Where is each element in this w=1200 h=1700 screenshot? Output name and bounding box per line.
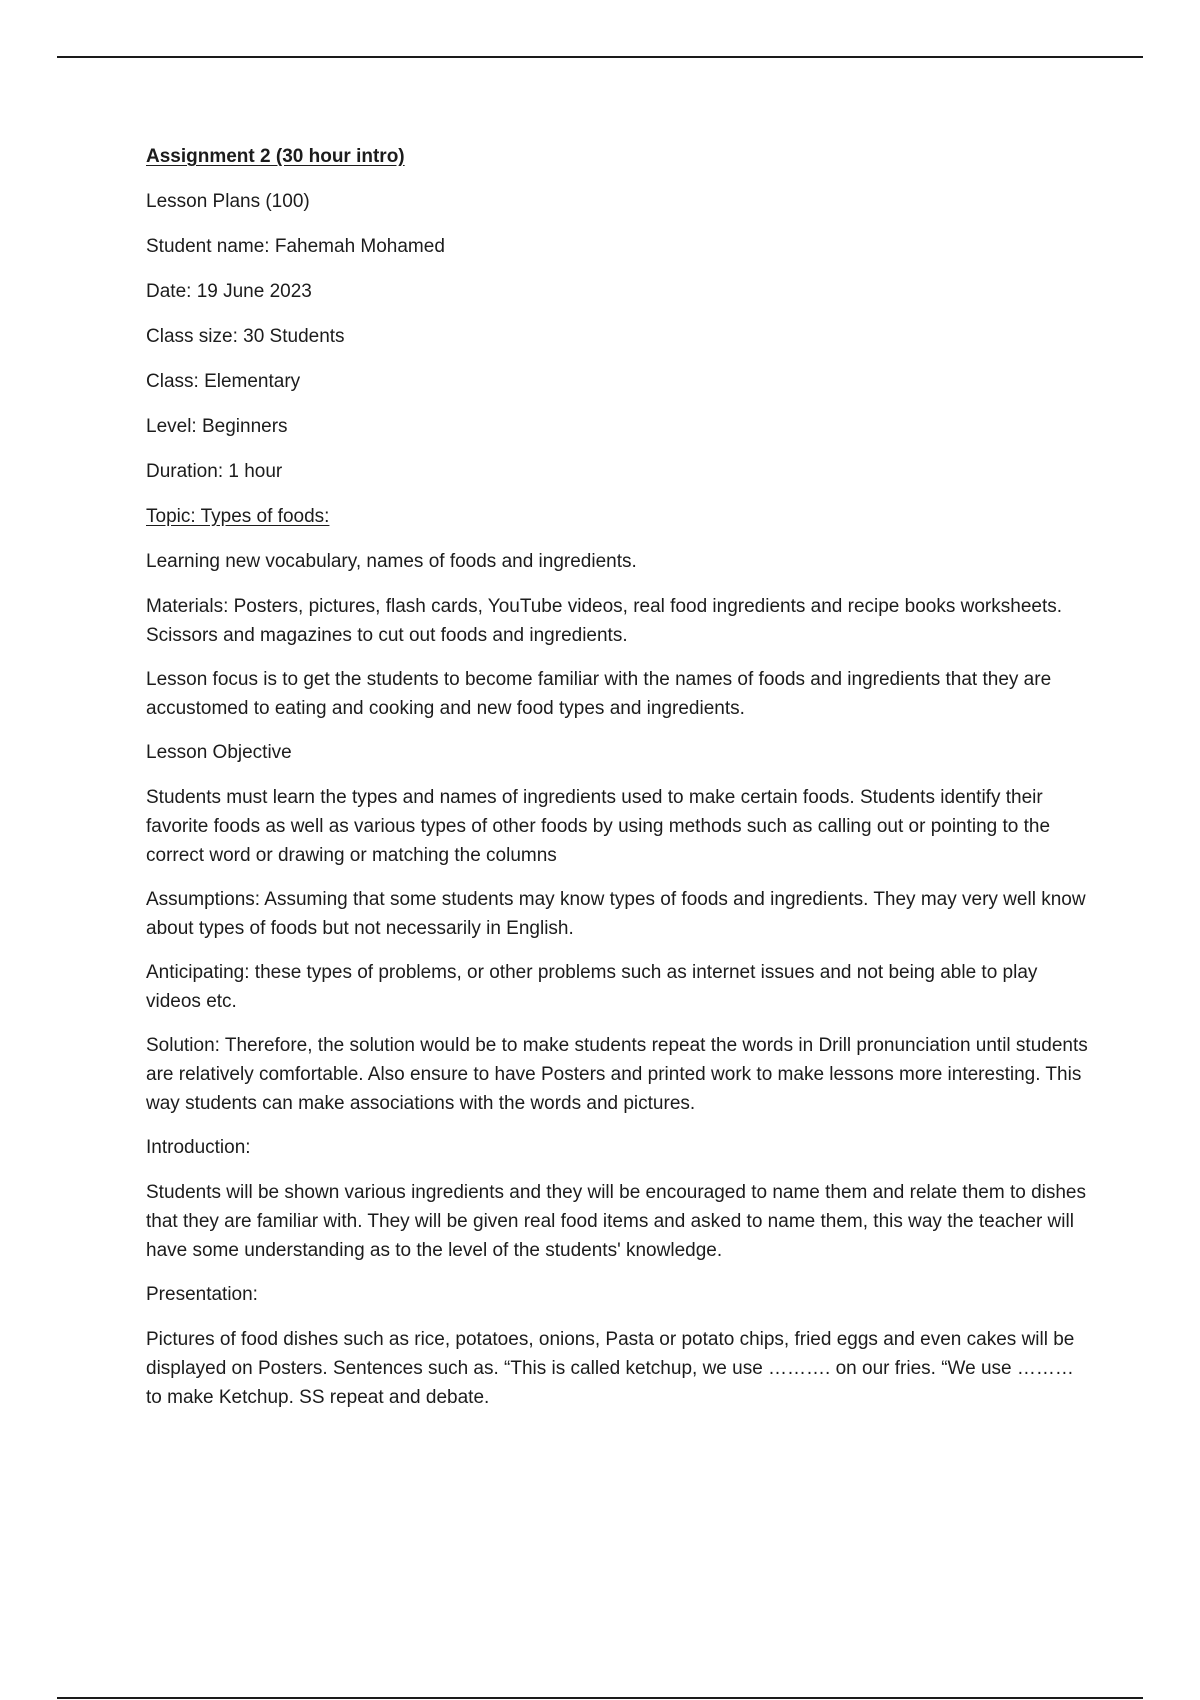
lesson-focus-paragraph: Lesson focus is to get the students to become familiar with the names of foods and ingredients that they are accustomed to eating and cooking and new food types and ingredients. xyxy=(146,669,1052,719)
materials-paragraph: Materials: Posters, pictures, flash cards, YouTube videos, real food ingredients and recipe books worksheets. Scissors and magazines to cut out foods and ingredients. xyxy=(146,596,1063,646)
learning-line: Learning new vocabulary, names of foods and ingredients. xyxy=(146,551,637,572)
document-body xyxy=(146,142,1091,1427)
presentation-paragraph: Pictures of food dishes such as rice, potatoes, onions, Pasta or potato chips, fried eggs and even cakes will be displayed on Posters. Sentences such as. “This is called ketchup, we use ………. on our fries. “We use ……… to make Ketchup. SS repeat and debate. xyxy=(146,1329,1075,1408)
top-rule xyxy=(57,56,1143,58)
lesson-plans-line: Lesson Plans (100) xyxy=(146,191,310,212)
class-size-line: Class size: 30 Students xyxy=(146,326,345,347)
document-title: Assignment 2 (30 hour intro) xyxy=(146,146,405,167)
objective-paragraph: Students must learn the types and names of ingredients used to make certain foods. Students identify their favorite foods as well as various types of other foods by using methods such as calling out or pointing to the correct word or drawing or matching the columns xyxy=(146,787,1051,866)
topic-line: Topic: Types of foods: xyxy=(146,506,330,527)
bottom-rule xyxy=(57,1697,1143,1699)
date-line: Date: 19 June 2023 xyxy=(146,281,312,302)
introduction-heading: Introduction: xyxy=(146,1137,251,1158)
introduction-paragraph: Students will be shown various ingredients and they will be encouraged to name them and relate them to dishes that they are familiar with. They will be given real food items and asked to name them, this way the teacher will have some understanding as to the level of the students' knowledge. xyxy=(146,1182,1086,1261)
solution-paragraph: Solution: Therefore, the solution would be to make students repeat the words in Drill pronunciation until students are relatively comfortable. Also ensure to have Posters and printed work to make lessons more interesting. This way students can make associations with the words and pictures. xyxy=(146,1035,1088,1114)
presentation-heading: Presentation: xyxy=(146,1284,258,1305)
assumptions-paragraph: Assumptions: Assuming that some students may know types of foods and ingredients. They may very well know about types of foods but not necessarily in English. xyxy=(146,889,1086,939)
class-line: Class: Elementary xyxy=(146,371,301,392)
objective-heading: Lesson Objective xyxy=(146,742,292,763)
duration-line: Duration: 1 hour xyxy=(146,461,283,482)
anticipating-paragraph: Anticipating: these types of problems, or other problems such as internet issues and not being able to play videos etc. xyxy=(146,962,1038,1012)
level-line: Level: Beginners xyxy=(146,416,288,437)
student-name-line: Student name: Fahemah Mohamed xyxy=(146,236,445,257)
